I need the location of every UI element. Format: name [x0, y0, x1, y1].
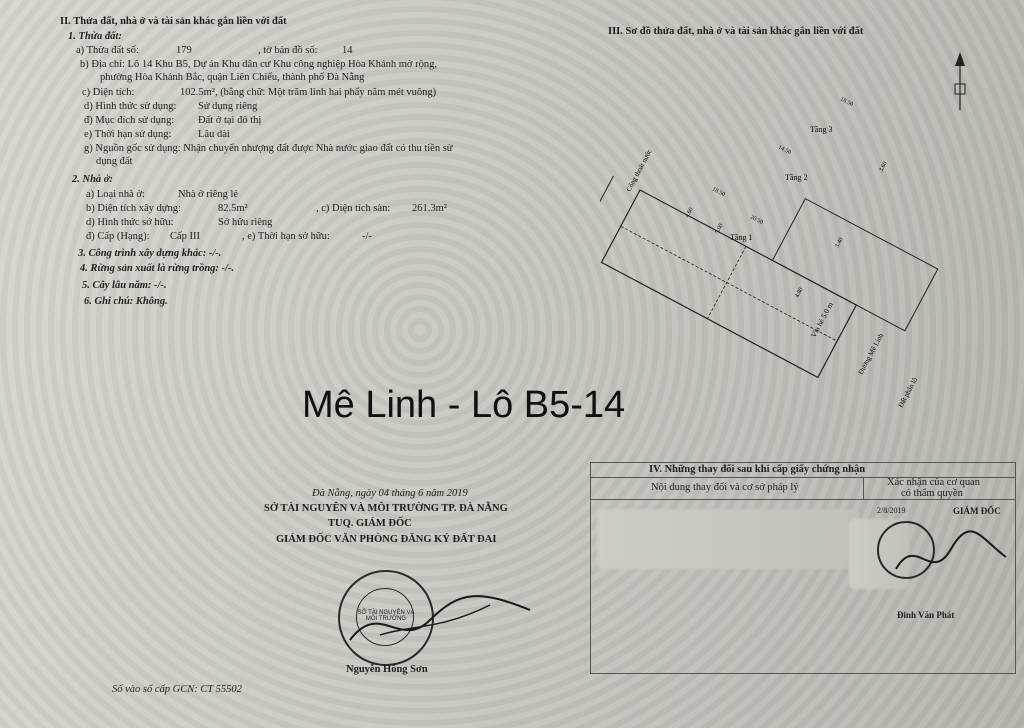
floor2-label: Tầng 2 [785, 173, 808, 182]
north-arrow-icon [955, 52, 965, 110]
own-term: -/- [362, 231, 372, 242]
area-value: 102.5m², (bằng chữ: Một trăm linh hai phẩy năm mét vuông) [180, 87, 437, 98]
agency-name: SỞ TÀI NGUYÊN VÀ MÔI TRƯỜNG TP. ĐÀ NẴNG [264, 503, 508, 514]
overlay-title: Mê Linh - Lô B5-14 [302, 384, 626, 426]
origin-line2: dụng đất [96, 156, 133, 167]
build-area-label: b) Diện tích xây dựng: [86, 203, 181, 214]
forest: 4. Rừng sản xuất là rừng trồng: -/-. [80, 263, 235, 274]
term-label: e) Thời hạn sử dụng: [84, 129, 172, 140]
confirm-signature [891, 529, 1011, 589]
date-year-label: năm [426, 488, 445, 499]
confirm-title: GIÁM ĐỐC [953, 506, 1001, 516]
section3-title: III. Sơ đồ thửa đất, nhà ở và tài sản khác gắn liền với đất [608, 26, 864, 37]
address-line2: phường Hòa Khánh Bắc, quận Liên Chiểu, thành phố Đà Nẵng [100, 72, 365, 83]
parcel-diagram [600, 40, 1000, 420]
section4-col-confirm [863, 477, 1015, 500]
origin-line1: g) Nguồn gốc sử dụng: Nhận chuyển nhượng đất được Nhà nước giao đất có thu tiền sử [84, 143, 453, 154]
sidewalk-label: Vỉa hè 5.0 m [808, 300, 835, 339]
street-label: Đường Mê Linh [856, 331, 886, 376]
floor-area-label: , c) Diện tích sàn: [316, 203, 391, 214]
signature-scribble [340, 580, 540, 660]
dim-label: 4.60 [684, 206, 695, 219]
ownership-label: d) Hình thức sở hữu: [86, 217, 174, 228]
ownership: Sở hữu riêng [218, 217, 273, 228]
dim-label: 18.50 [711, 186, 726, 199]
register-value: 55502 [215, 684, 242, 695]
map-sheet-label: , tờ bản đồ số: [258, 45, 318, 56]
signer-name: Nguyễn Hồng Sơn [346, 664, 428, 675]
parcel-no: 179 [176, 45, 192, 56]
other-works: 3. Công trình xây dựng khác: -/-. [78, 248, 222, 259]
floor1-label: Tầng 1 [730, 233, 753, 242]
dim-label: 5.00 [714, 222, 725, 235]
house-type: Nhà ở riêng lẻ [178, 189, 239, 200]
address-line1: b) Địa chỉ: Lô 14 Khu B5, Dự án Khu dân cư Khu công nghiệp Hòa Khánh mở rộng, [80, 59, 437, 70]
register-label: Số vào sổ cấp GCN: CT [112, 684, 214, 695]
dim-label: 14.50 [777, 144, 792, 157]
dim-label: 18.50 [839, 96, 854, 109]
section4-header [591, 463, 1015, 478]
issue-date [312, 488, 468, 500]
perennial: 5. Cây lâu năm: -/-. [82, 280, 167, 291]
notes: 6. Ghi chú: Không. [84, 296, 168, 307]
date-month-label: tháng [391, 488, 416, 499]
purpose-label: đ) Mục đích sử dụng: [84, 115, 175, 126]
own-term-label: , e) Thời hạn sở hữu: [242, 231, 330, 242]
house-heading: 2. Nhà ở: [72, 174, 113, 185]
purpose: Đất ở tại đô thị [198, 115, 262, 126]
register-number [112, 684, 242, 696]
dim-label: 4.80 [794, 286, 805, 299]
usage-form: Sử dụng riêng [198, 101, 258, 112]
authorization-line: TUQ. GIÁM ĐỐC [328, 518, 412, 529]
section4-title: IV. Những thay đổi sau khi cấp giấy chứng nhận [649, 464, 866, 475]
parcel-outline [600, 105, 938, 404]
confirm-signer: Đinh Văn Phát [897, 610, 955, 620]
section4-table [590, 462, 1016, 674]
grade-label: đ) Cấp (Hạng): [86, 231, 150, 242]
stamp-text: SỞ TÀI NGUYÊN VÀ MÔI TRƯỜNG [357, 610, 415, 622]
grade: Cấp III [170, 231, 201, 242]
section4-col-content [591, 477, 864, 500]
date-year: 2019 [446, 488, 468, 499]
usage-form-label: d) Hình thức sử dụng: [84, 101, 177, 112]
map-sheet: 14 [342, 45, 353, 56]
entry-date: 2/8/2019 [877, 506, 906, 515]
boundary-label: Đất phân lô [896, 376, 920, 409]
gate-label: Cổng thoát nước [624, 147, 654, 193]
date-day: 04 [378, 488, 389, 499]
dim-label: 3.60 [878, 160, 889, 173]
build-area: 82.5m² [218, 203, 248, 214]
term: Lâu dài [198, 129, 230, 140]
land-heading: 1. Thửa đất: [68, 31, 122, 42]
area-label: c) Diện tích: [82, 87, 135, 98]
section2-title: II. Thửa đất, nhà ở và tài sản khác gắn liền với đất [60, 16, 287, 27]
parcel-no-label: a) Thửa đất số: [76, 45, 139, 56]
col-content-label: Nội dung thay đổi và cơ sở pháp lý [651, 482, 799, 493]
dim-label: 3.40 [834, 236, 845, 249]
house-type-label: a) Loại nhà ở: [86, 189, 145, 200]
floor-area: 261.3m² [412, 203, 447, 214]
floor3-label: Tầng 3 [810, 125, 833, 134]
col-confirm-line1: Xác nhận của cơ quan [887, 477, 981, 488]
date-month: 6 [418, 488, 424, 499]
office-title: GIÁM ĐỐC VĂN PHÒNG ĐĂNG KÝ ĐẤT ĐAI [276, 534, 497, 545]
redacted-block [597, 509, 859, 569]
dim-label: 20.50 [749, 214, 764, 227]
date-prefix: Đà Nẵng, ngày [312, 488, 376, 499]
col-confirm-line2: có thẩm quyền [901, 488, 963, 499]
